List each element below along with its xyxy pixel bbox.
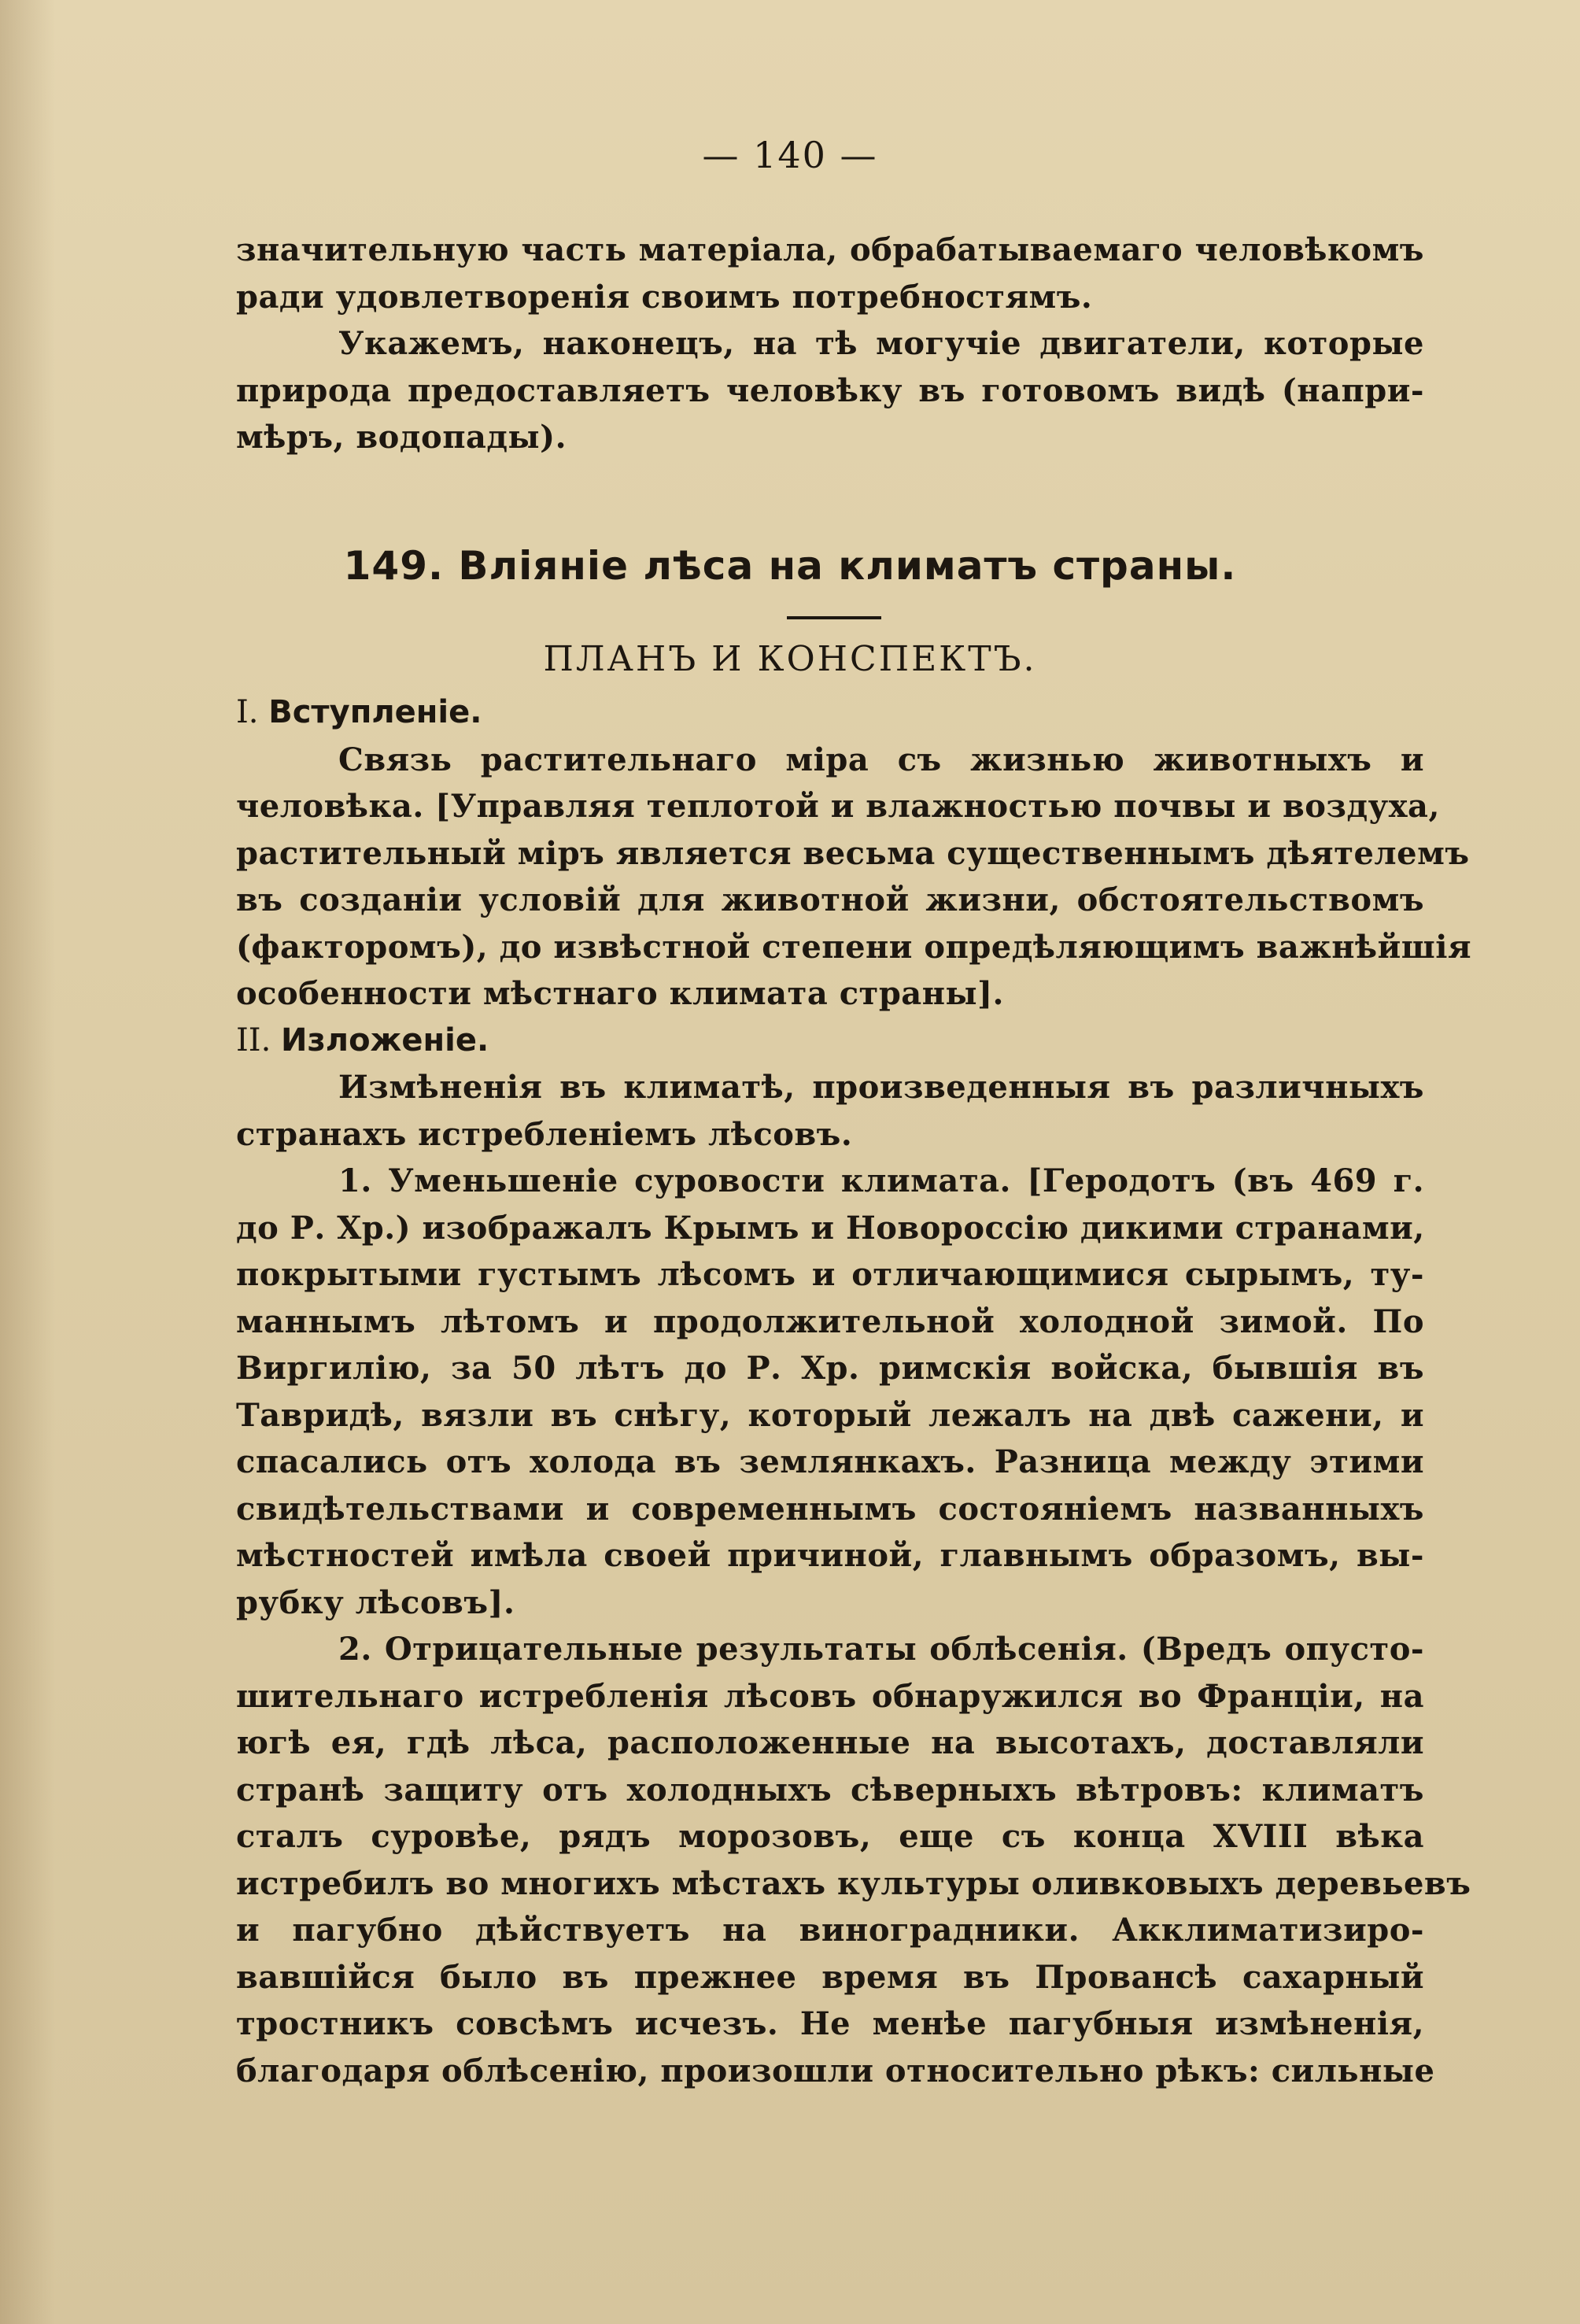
title-divider (787, 616, 881, 619)
text-line: Измѣненія въ климатѣ, произведенныя въ различныхъ (338, 1069, 1424, 1106)
text-line: благодаря облѣсенію, произошли относительно рѣкъ: сильные (236, 2052, 1435, 2089)
text-line: Связь растительнаго міра съ жизнью животныхъ и (338, 741, 1424, 778)
text-line: человѣка. [Управляя теплотой и влажностью почвы и воздуха, (236, 788, 1440, 825)
part-1-number: I. (236, 694, 259, 730)
text-line: тростникъ совсѣмъ исчезъ. Не менѣе пагубныя измѣненія, (236, 2005, 1424, 2042)
text-line: Тавридѣ, вязли въ снѣгу, который лежалъ на двѣ сажени, и (236, 1396, 1424, 1434)
text-line: маннымъ лѣтомъ и продолжительной холодной зимой. По (236, 1302, 1424, 1340)
part-2-number: II. (236, 1022, 271, 1059)
section-title: 149. Вліяніе лѣса на климатъ страны. (343, 543, 1237, 589)
text-line: 2. Отрицательные результаты облѣсенія. (Вредъ опусто- (338, 1631, 1424, 1668)
text-line: странѣ защиту отъ холодныхъ сѣверныхъ вѣтровъ: климатъ (236, 1771, 1424, 1809)
text-line: природа предоставляетъ человѣку въ готовомъ видѣ (напри- (236, 371, 1424, 409)
text-line: въ созданіи условій для животной жизни, обстоятельствомъ (236, 881, 1424, 918)
text-line: мѣръ, водопады). (236, 419, 567, 456)
text-line: свидѣтельствами и современнымъ состояніемъ названныхъ (236, 1490, 1424, 1528)
text-line: и пагубно дѣйствуетъ на виноградники. Акклиматизиро- (236, 1912, 1424, 1949)
text-line: мѣстностей имѣла своей причиной, главнымъ образомъ, вы- (236, 1537, 1424, 1574)
text-line: истребилъ во многихъ мѣстахъ культуры оливковыхъ деревьевъ (236, 1864, 1471, 1902)
text-line: спасались отъ холода въ землянкахъ. Разница между этими (236, 1443, 1424, 1480)
text-line: Виргилію, за 50 лѣтъ до Р. Хр. римскія войска, бывшія въ (236, 1350, 1424, 1387)
text-line: особенности мѣстнаго климата страны]. (236, 975, 1004, 1012)
text-line: Укажемъ, наконецъ, на тѣ могучіе двигатели, которые (338, 325, 1424, 362)
part-1-heading (236, 689, 1424, 737)
text-line: вавшійся было въ прежнее время въ Провансѣ сахарный (236, 1958, 1424, 1996)
text-line: ради удовлетворенія своимъ потребностямъ. (236, 278, 1093, 316)
part-1 (236, 689, 1472, 2094)
text-line: до Р. Хр.) изображалъ Крымъ и Новороссію дикими странами, (236, 1209, 1425, 1247)
text-line: покрытыми густымъ лѣсомъ и отличающимися сырымъ, ту- (236, 1256, 1424, 1293)
text-line: 1. Уменьшеніе суровости климата. [Геродотъ (въ 469 г. (338, 1162, 1424, 1199)
section-subtitle: ПЛАНЪ И КОНСПЕКТЪ. (543, 639, 1037, 679)
page-edge-shadow (0, 0, 55, 2324)
part-1-title: Вступленіе. (268, 694, 482, 730)
top-paragraph (236, 227, 1424, 461)
text-line: (факторомъ), до извѣстной степени опредѣляющимъ важнѣйшія (236, 928, 1472, 966)
text-line: значительную часть матеріала, обрабатываемаго человѣкомъ (236, 231, 1424, 268)
text-line: рубку лѣсовъ]. (236, 1583, 515, 1621)
part-2-heading (236, 1018, 1424, 1065)
text-line: югѣ ея, гдѣ лѣса, расположенные на высотахъ, доставляли (236, 1724, 1424, 1761)
text-line: странахъ истребленіемъ лѣсовъ. (236, 1115, 853, 1153)
text-line: сталъ суровѣе, рядъ морозовъ, еще съ конца XVIII вѣка (236, 1818, 1424, 1855)
text-line: растительный міръ является весьма существеннымъ дѣятелемъ (236, 834, 1470, 872)
page-number: — 140 — (702, 134, 878, 176)
part-2-title: Изложеніе. (281, 1022, 489, 1059)
text-line: шительнаго истребленія лѣсовъ обнаружился во Франціи, на (236, 1677, 1424, 1715)
